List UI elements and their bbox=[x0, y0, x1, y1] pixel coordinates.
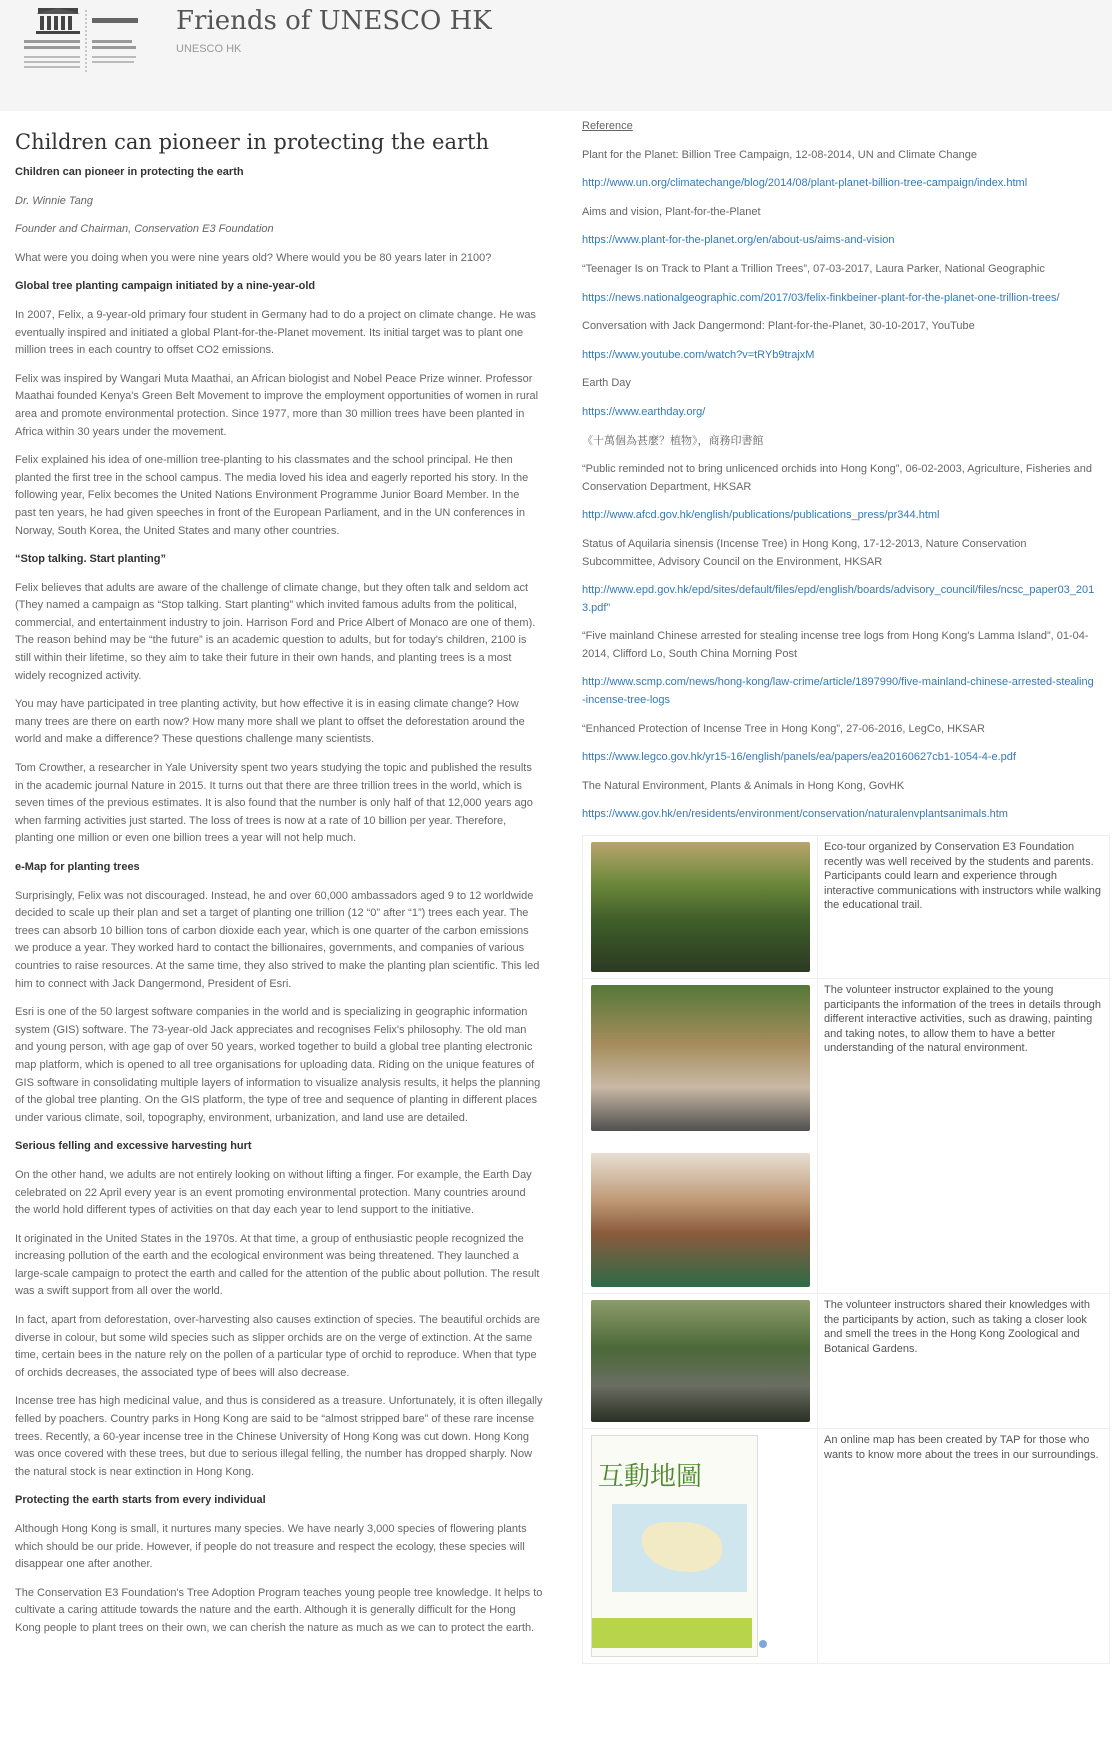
references-heading: Reference bbox=[582, 120, 633, 132]
section-heading: “Stop talking. Start planting” bbox=[15, 553, 166, 566]
article-subtitle: Children can pioneer in protecting the earth bbox=[15, 166, 244, 178]
reference-link[interactable]: http://www.un.org/climatechange/blog/2014/08/plant-planet-billion-tree-campaign/index.html bbox=[582, 177, 1028, 190]
reference-text: “Enhanced Protection of Incense Tree in Hong Kong”, 27-06-2016, LegCo, HKSAR bbox=[582, 722, 985, 735]
children-notes-photo bbox=[591, 1153, 810, 1287]
photo-caption: The volunteer instructor explained to the young participants the information of the trees in details through different interactive activities, such as drawing, painting and taking notes, to allow them to have a better understanding of the natural environment. bbox=[824, 984, 1101, 1054]
section-heading: Protecting the earth starts from every individual bbox=[15, 1494, 266, 1507]
photo-row bbox=[582, 979, 1110, 1294]
paragraph: Esri is one of the 50 largest software companies in the world and is specializing in geographic information system (GIS) software. The 73-year-old Jack appreciates and recognises Felix's philosophy. The old man and young person, with age gap of over 50 years, worked together to build a global tree planting electronic map platform, which is opened to all tree organisations for uploading data. Riding on the unique features of GIS software in consolidating multiple layers of information to visualize analysis results, it helps the planning of the global tree planting. On the GIS platform, the type of tree and sequence of planting in different places under various climate, soil, topography, environment, urbanization, and land use are detailed. bbox=[15, 1006, 541, 1124]
online-map-screenshot bbox=[591, 1435, 758, 1657]
article bbox=[15, 118, 543, 1649]
photo-caption: An online map has been created by TAP for those who wants to know more about the trees in our surroundings. bbox=[824, 1434, 1099, 1461]
section-heading: Serious felling and excessive harvesting hurt bbox=[15, 1140, 252, 1153]
eco-tour-photo bbox=[591, 842, 810, 972]
photo-caption: Eco-tour organized by Conservation E3 Foundation recently was well received by the students and parents. Participants could learn and experience through interactive communications with instructors while walking the educational trail. bbox=[824, 841, 1101, 911]
article-title: Children can pioneer in protecting the earth bbox=[15, 130, 489, 154]
reference-text: “Teenager Is on Track to Plant a Trillion Trees”, 07-03-2017, Laura Parker, National Geographic bbox=[582, 262, 1045, 275]
references bbox=[582, 118, 1096, 835]
reference-link[interactable]: https://news.nationalgeographic.com/2017/03/felix-finkbeiner-plant-for-the-planet-one-trillion-trees/ bbox=[582, 291, 1060, 304]
gardens-photo bbox=[591, 1300, 810, 1422]
paragraph: Tom Crowther, a researcher in Yale University spent two years studying the topic and published the results in the academic journal Nature in 2015. It turns out that there are three trillion trees in the world, which is seven times of the previous estimates. It is also found that the number is only half of that 12,000 years ago when farming activities just started. The loss of trees is now at a rate of 10 billion per year. Therefore, planting one million or even one billion trees a year will not help much. bbox=[15, 762, 533, 845]
map-title: 互動地圖 bbox=[598, 1462, 703, 1492]
reference-text: 《十萬個為甚麼？植物》，商務印書館 bbox=[582, 434, 764, 447]
paragraph: Surprisingly, Felix was not discouraged. Instead, he and over 60,000 ambassadors aged 9 to 12 worldwide decided to scale up their plan and set a target of planting one trillion (12 “0” after “1”) trees each year. The trees can absorb 10 billion tons of carbon dioxide each year, which is one quarter of the carbon emissions we produce a year. They worked hard to contact the billionaires, governments, and companies of various countries to raise resources. At the same time, they also strived to make the planting plan scientific. This led him to connect with Jack Dangermond, President of Esri. bbox=[15, 889, 540, 990]
reference-link[interactable]: http://www.scmp.com/news/hong-kong/law-crime/article/1897990/five-mainland-chinese-arrested-stealing-incense-tree-logs bbox=[582, 676, 1094, 707]
map-area bbox=[612, 1504, 747, 1592]
reference-text: “Five mainland Chinese arrested for stealing incense tree logs from Hong Kong's Lamma Island”, 01-04-2014, Clifford Lo, South China Morning Post bbox=[582, 630, 1089, 660]
site-subtitle: UNESCO HK bbox=[176, 43, 242, 55]
carousel-dot[interactable] bbox=[759, 1640, 767, 1648]
paragraph: Although Hong Kong is small, it nurtures many species. We have nearly 3,000 species of flowering plants which should be our pride. However, if people do not treasure and respect the ecology, these species will disappear one after another. bbox=[15, 1523, 527, 1571]
photo-row bbox=[582, 835, 1110, 979]
unesco-logo[interactable] bbox=[20, 6, 160, 76]
paragraph: The Conservation E3 Foundation's Tree Adoption Program teaches young people tree knowledge. It helps to cultivate a caring attitude towards the nature and the earth. Although it is generally difficult for the Hong Kong people to plant trees on their own, we can cherish the nature as much as we can to protect the earth. bbox=[15, 1586, 543, 1634]
reference-text: Plant for the Planet: Billion Tree Campaign, 12-08-2014, UN and Climate Change bbox=[582, 148, 978, 161]
reference-text: Status of Aquilaria sinensis (Incense Tree) in Hong Kong, 17-12-2013, Nature Conservation Subcommittee, Advisory Council on the Environment, HKSAR bbox=[582, 537, 1027, 568]
photo-cell bbox=[583, 1294, 818, 1428]
article-author: Dr. Winnie Tang bbox=[15, 194, 93, 207]
children-drawing-photo bbox=[591, 985, 810, 1131]
reference-link[interactable]: https://www.youtube.com/watch?v=tRYb9trajxM bbox=[582, 348, 815, 361]
photo-cell bbox=[583, 836, 818, 978]
paragraph: Felix explained his idea of one-million tree-planting to his classmates and the school principal. He then planted the first tree in the school campus. The media loved his idea and eagerly reported his story. In the following year, Felix becomes the United Nations Environment Programme Junior Board Member. In the past ten years, he had given speeches in front of the European Parliament, and in the UN conferences in Norway, South Korea, the United States and many other countries. bbox=[15, 454, 529, 537]
photo-table bbox=[582, 835, 1110, 1664]
paragraph: You may have participated in tree planting activity, but how effective it is in easing climate change? How many trees are there on earth now? How many more shall we plant to offset the deforestation around the world and make a difference? These questions challenge many scientists. bbox=[15, 698, 525, 746]
site-header bbox=[0, 0, 1112, 111]
paragraph: Incense tree has high medicinal value, and thus is considered as a treasure. Unfortunately, it is often illegally felled by poachers. Country parks in Hong Kong are said to be “almost stripped bare” of these rare incense trees. Recently, a 60-year incense tree in the Chinese University of Hong Kong was cut down. Hong Kong was once covered with these trees, but due to serious illegal felling, the number has dropped sharply. Now the natural stock is near extinction in Hong Kong. bbox=[15, 1395, 543, 1478]
reference-link[interactable]: https://www.plant-for-the-planet.org/en/about-us/aims-and-vision bbox=[582, 234, 895, 247]
paragraph: On the other hand, we adults are not entirely looking on without lifting a finger. For example, the Earth Day celebrated on 22 April every year is an event promoting environmental protection. Many countries around the world hold different types of activities on that day each year to lend support to the initiative. bbox=[15, 1168, 532, 1217]
article-author-title: Founder and Chairman, Conservation E3 Foundation bbox=[15, 223, 274, 236]
photo-caption: The volunteer instructors shared their knowledges with the participants by action, such as taking a closer look and smell the trees in the Hong Kong Zoological and Botanical Gardens. bbox=[824, 1299, 1090, 1355]
paragraph: In fact, apart from deforestation, over-harvesting also causes extinction of species. The beautiful orchids are diverse in colour, but some wild species such as slipper orchids are on the verge of extinction. At the same time, certain bees in the nature rely on the pollen of a particular type of orchid to reproduce. When that type of orchids decreases, the associated type of bees will also decrease. bbox=[15, 1314, 541, 1379]
paragraph: Felix was inspired by Wangari Muta Maathai, an African biologist and Nobel Peace Prize winner. Professor Maathai founded Kenya's Green Belt Movement to improve the employment opportunities of women in rural area and promote environmental protection. Since 1977, more than 30 million trees have been planted in Africa within 30 years under the movement. bbox=[15, 372, 539, 438]
section-heading: e-Map for planting trees bbox=[15, 861, 140, 873]
reference-text: Aims and vision, Plant-for-the-Planet bbox=[582, 205, 761, 218]
photo-row bbox=[582, 1294, 1110, 1429]
map-banner bbox=[592, 1618, 752, 1648]
reference-link[interactable]: https://www.legco.gov.hk/yr15-16/english/panels/ea/papers/ea20160627cb1-1054-4-e.pdf bbox=[582, 751, 1016, 764]
paragraph: Felix believes that adults are aware of the challenge of climate change, but they often talk and seldom act (They named a campaign as “Stop talking. Start planting” which invited famous adults from the political, commercial, and entertainment industry to join. Harrison Ford and Price Albert of Monaco are one of them). The reason behind may be “the future” is an academic question to adults, but for today's children, 2100 is still within their lifetime, so they aim to take their future in their own hands, and planting trees is a most widely recognized activity. bbox=[15, 581, 536, 682]
article-intro: What were you doing when you were nine years old? Where would you be 80 years later in 2100? bbox=[15, 251, 492, 264]
site-title[interactable]: Friends of UNESCO HK bbox=[176, 6, 492, 36]
reference-link[interactable]: http://www.epd.gov.hk/epd/sites/default/files/epd/english/boards/advisory_council/files/ncsc_paper03_2013.pdf” bbox=[582, 584, 1095, 614]
reference-text: Earth Day bbox=[582, 377, 631, 390]
reference-text: “Public reminded not to bring unlicenced orchids into Hong Kong”, 06-02-2003, Agriculture, Fisheries and Conservation Department, HKSAR bbox=[582, 463, 1092, 493]
section-heading: Global tree planting campaign initiated by a nine-year-old bbox=[15, 280, 316, 293]
photo-row bbox=[582, 1429, 1110, 1664]
paragraph: It originated in the United States in the 1970s. At that time, a group of enthusiastic people recognized the increasing pollution of the earth and the ecological environment was being threatened. They launched a large-scale campaign to protect the earth and called for the attention of the public about pollution. The result was a swift support from all over the world. bbox=[15, 1232, 540, 1298]
photo-cell bbox=[583, 979, 818, 1293]
reference-link[interactable]: https://www.earthday.org/ bbox=[582, 405, 706, 418]
reference-link[interactable]: https://www.gov.hk/en/residents/environment/conservation/naturalenvplantsanimals.htm bbox=[582, 808, 1008, 821]
reference-link[interactable]: http://www.afcd.gov.hk/english/publications/publications_press/pr344.html bbox=[582, 509, 940, 522]
reference-text: Conversation with Jack Dangermond: Plant-for-the-Planet, 30-10-2017, YouTube bbox=[582, 320, 975, 333]
reference-text: The Natural Environment, Plants & Animals in Hong Kong, GovHK bbox=[582, 779, 905, 792]
photo-cell bbox=[583, 1429, 818, 1663]
paragraph: In 2007, Felix, a 9-year-old primary four student in Germany had to do a project on climate change. He was eventually inspired and initiated a global Plant-for-the-Planet movement. Its initial target was to plant one million trees in each country to offset CO2 emissions. bbox=[15, 308, 536, 357]
